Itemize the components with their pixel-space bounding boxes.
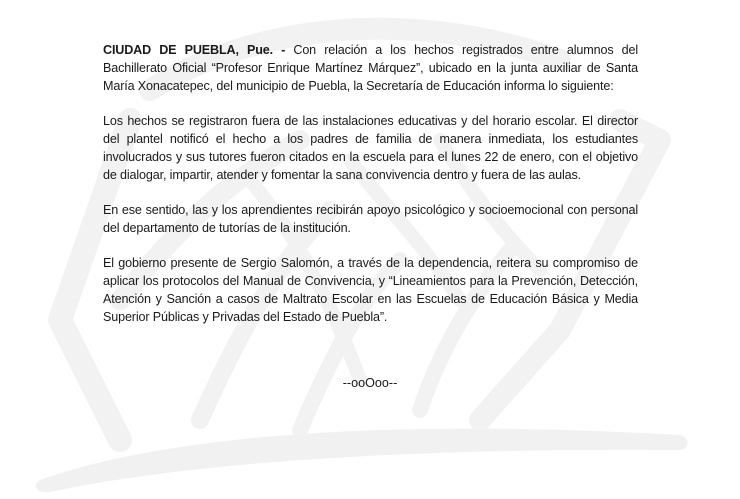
- press-release-body: [103, 41, 638, 343]
- paragraph-commitment: El gobierno presente de Sergio Salomón, a través de la dependencia, reitera su compromiso de aplicar los protocolos del Manual de Convivencia, y “Lineamientos para la Prevención, Detección, Atención y Sanción a casos de Maltrato Escolar en las Escuelas de Educación Básica y Media Superior Públicas y Privadas del Estado de Puebla”.: [103, 256, 638, 324]
- paragraph-support: En ese sentido, las y los aprendientes recibirán apoyo psicológico y socioemocional con personal del departamento de tutorías de la institución.: [103, 203, 638, 235]
- paragraph-intro-text: Con relación a los hechos registrados entre alumnos del Bachillerato Oficial “Profesor Enrique Martínez Márquez”, ubicado en la junta auxiliar de Santa María Xonacatepec, del municipio de Puebla, la Secretaría de Educación informa lo siguiente:: [103, 43, 638, 93]
- closing-mark: --ooOoo--: [342, 376, 398, 390]
- dateline: CIUDAD DE PUEBLA, Pue. -: [103, 43, 286, 57]
- paragraph-intro: [103, 41, 638, 95]
- paragraph-facts: Los hechos se registraron fuera de las instalaciones educativas y del horario escolar. El director del plantel notificó el hecho a los padres de familia de manera inmediata, los estudiantes involucrados y sus tutores fueron citados en la escuela para el lunes 22 de enero, con el objetivo de dialogar, impartir, atender y fomentar la sana convivencia dentro y fuera de las aulas.: [103, 114, 638, 182]
